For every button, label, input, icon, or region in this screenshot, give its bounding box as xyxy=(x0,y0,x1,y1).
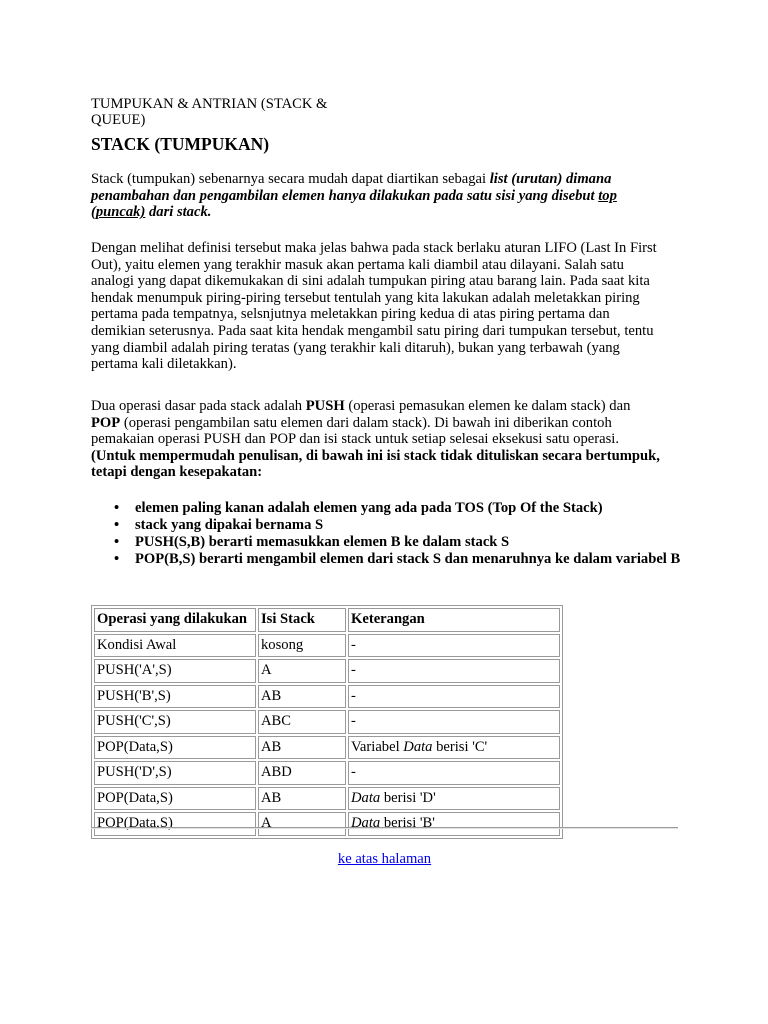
back-to-top-link[interactable]: ke atas halaman xyxy=(337,851,432,867)
cell-stack-content: A xyxy=(258,812,346,836)
horizontal-divider xyxy=(91,827,678,829)
desc-suffix: - xyxy=(351,764,356,780)
push-term: PUSH xyxy=(305,398,345,414)
operations-text-1: Dua operasi dasar pada stack adalah xyxy=(91,398,306,414)
bullet-icon: • xyxy=(114,551,120,567)
desc-suffix: - xyxy=(351,636,356,653)
desc-suffix: - xyxy=(351,662,356,678)
desc-suffix: - xyxy=(351,713,356,729)
operations-text-3: (operasi pengambilan satu elemen dari dalam stack). Di bawah ini diberikan contoh pemakaian operasi PUSH dan POP dan isi stack untuk setiap selesai eksekusi satu operasi. xyxy=(91,414,619,448)
cell-description xyxy=(348,812,560,836)
header-operation: Operasi yang dilakukan xyxy=(94,608,256,632)
desc-prefix: Variabel xyxy=(351,738,404,755)
table-row xyxy=(94,685,560,709)
cell-stack-content: ABC xyxy=(258,710,346,734)
cell-description xyxy=(348,736,560,760)
desc-suffix: - xyxy=(351,687,356,704)
desc-suffix: berisi 'D' xyxy=(380,789,436,806)
cell-description xyxy=(348,787,560,811)
table-row xyxy=(94,812,560,836)
table-header-row xyxy=(94,608,560,632)
cell-operation: PUSH('D',S) xyxy=(94,761,256,785)
desc-variable: Data xyxy=(351,789,381,806)
cell-operation: POP(Data,S) xyxy=(94,812,256,836)
cell-stack-content: A xyxy=(258,659,346,683)
list-item xyxy=(114,551,695,568)
convention-list xyxy=(91,500,695,568)
operations-text-2: (operasi pemasukan elemen ke dalam stack) dan xyxy=(344,398,631,414)
list-item xyxy=(114,517,695,534)
stack-operations-table xyxy=(91,605,563,839)
definition-text: Stack (tumpukan) sebenarnya secara mudah dapat diartikan sebagai xyxy=(91,171,490,187)
desc-variable: Data xyxy=(351,815,381,831)
list-item-text: elemen paling kanan adalah elemen yang ada pada TOS (Top Of the Stack) xyxy=(135,500,603,516)
cell-operation: PUSH('B',S) xyxy=(94,685,256,709)
table-row xyxy=(94,736,560,760)
table-row xyxy=(94,710,560,734)
cell-stack-content: kosong xyxy=(258,634,346,658)
list-item xyxy=(114,534,695,551)
header-stack-content: Isi Stack xyxy=(258,608,346,632)
table-row xyxy=(94,787,560,811)
cell-stack-content: AB xyxy=(258,685,346,709)
cell-stack-content: AB xyxy=(258,787,346,811)
document-title: TUMPUKAN & ANTRIAN (STACK & QUEUE) xyxy=(91,96,328,129)
cell-operation: POP(Data,S) xyxy=(94,736,256,760)
back-to-top-container xyxy=(91,851,678,868)
table-row xyxy=(94,761,560,785)
cell-operation: Kondisi Awal xyxy=(94,634,256,658)
cell-operation: PUSH('A',S) xyxy=(94,659,256,683)
list-item-text: stack yang dipakai bernama S xyxy=(135,517,324,533)
pop-term: POP xyxy=(91,414,121,431)
list-item-text: POP(B,S) berarti mengambil elemen dari stack S dan menaruhnya ke dalam variabel B xyxy=(135,551,681,567)
desc-variable: Data xyxy=(403,738,433,755)
cell-description xyxy=(348,659,560,683)
desc-suffix: berisi 'B' xyxy=(380,815,435,831)
cell-stack-content: ABD xyxy=(258,761,346,785)
cell-description xyxy=(348,761,560,785)
definition-paragraph xyxy=(91,171,661,221)
section-heading: STACK (TUMPUKAN) xyxy=(91,134,270,154)
desc-suffix: berisi 'C' xyxy=(432,738,488,755)
bullet-icon: • xyxy=(114,500,120,516)
header-description: Keterangan xyxy=(348,608,560,632)
definition-emphasis: list (urutan) dimana penambahan dan pengambilan elemen hanya dilakukan pada satu sisi yang disebut xyxy=(91,171,612,204)
operations-paragraph xyxy=(91,398,661,481)
cell-operation: PUSH('C',S) xyxy=(94,710,256,734)
list-item-text: PUSH(S,B) berarti memasukkan elemen B ke dalam stack S xyxy=(135,534,510,550)
lifo-paragraph: Dengan melihat definisi tersebut maka jelas bahwa pada stack berlaku aturan LIFO (Last In First Out), yaitu elemen yang terakhir masuk akan pertama kali diambil atau dilayani. Salah satu analogi yang dapat dikemukakan di sini adalah tumpukan piring atau barang lain. Pada saat kita hendak menumpuk piring-piring tersebut tentulah yang kita lakukan adalah meletakkan piring pertama pada tempatnya, selsnjutnya meletakkan piring kedua di atas piring pertama dan demikian seterusnya. Pada saat kita hendak mengambil satu piring dari tumpukan tersebut, tentu yang diambil adalah piring teratas (yang terakhir kali ditaruh), bukan yang terbawah (yang pertama kali diletakkan). xyxy=(91,240,657,373)
cell-stack-content: AB xyxy=(258,736,346,760)
bullet-icon: • xyxy=(114,517,120,533)
table-row xyxy=(94,659,560,683)
definition-end: dari stack. xyxy=(145,204,212,221)
cell-description xyxy=(348,685,560,709)
bullet-icon: • xyxy=(114,534,120,550)
cell-description xyxy=(348,710,560,734)
cell-description xyxy=(348,634,560,658)
cell-operation: POP(Data,S) xyxy=(94,787,256,811)
table-row xyxy=(94,634,560,658)
top-term-link[interactable]: top (puncak) xyxy=(91,187,617,221)
list-item xyxy=(114,500,695,517)
convention-note: (Untuk mempermudah penulisan, di bawah ini isi stack tidak dituliskan secara bertumpuk, tetapi dengan kesepakatan: xyxy=(91,447,660,481)
